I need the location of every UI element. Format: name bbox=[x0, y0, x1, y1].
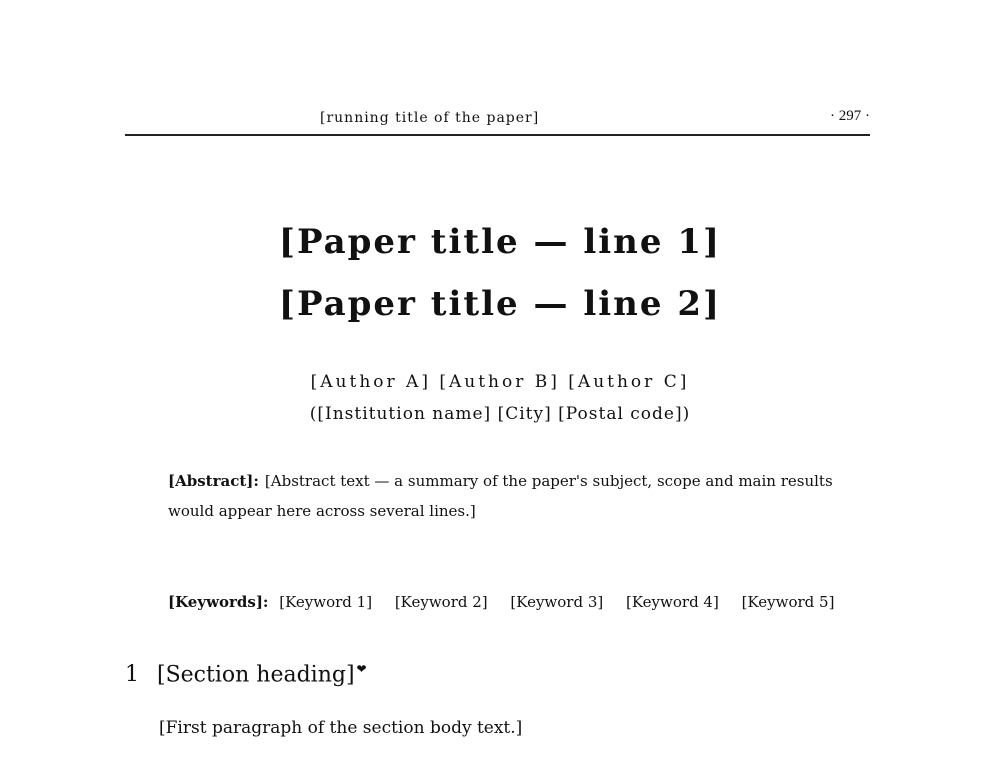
section-title: [Section heading] bbox=[157, 662, 355, 688]
keyword: [Keyword 3] bbox=[510, 593, 604, 611]
keyword: [Keyword 2] bbox=[394, 593, 488, 611]
keyword: [Keyword 5] bbox=[741, 593, 835, 611]
keyword: [Keyword 1] bbox=[279, 593, 373, 611]
paper-title-line-2: [Paper title — line 2] bbox=[278, 284, 722, 324]
running-title: [running title of the paper] bbox=[320, 110, 540, 126]
keyword: [Keyword 4] bbox=[626, 593, 719, 611]
body-paragraph: [First paragraph of the section body text.] bbox=[159, 718, 523, 738]
section-heading bbox=[125, 662, 367, 687]
footnote-mark: ❤ bbox=[356, 662, 367, 676]
abstract-label: [Abstract]: bbox=[168, 472, 259, 490]
paper-title-line-1: [Paper title — line 1] bbox=[278, 222, 722, 262]
abstract-text: [Abstract text — a summary of the paper's subject, scope and main results would appear here across several lines.] bbox=[168, 472, 833, 520]
keywords bbox=[168, 593, 868, 611]
abstract bbox=[168, 466, 868, 526]
keywords-label: [Keywords]: bbox=[168, 593, 269, 611]
running-header bbox=[125, 108, 870, 136]
page-number: · 297 · bbox=[830, 108, 870, 124]
section-number: 1 bbox=[125, 662, 139, 688]
affiliation: ([Institution name] [City] [Postal code]) bbox=[309, 404, 691, 424]
author-list: [Author A] [Author B] [Author C] bbox=[310, 372, 690, 392]
